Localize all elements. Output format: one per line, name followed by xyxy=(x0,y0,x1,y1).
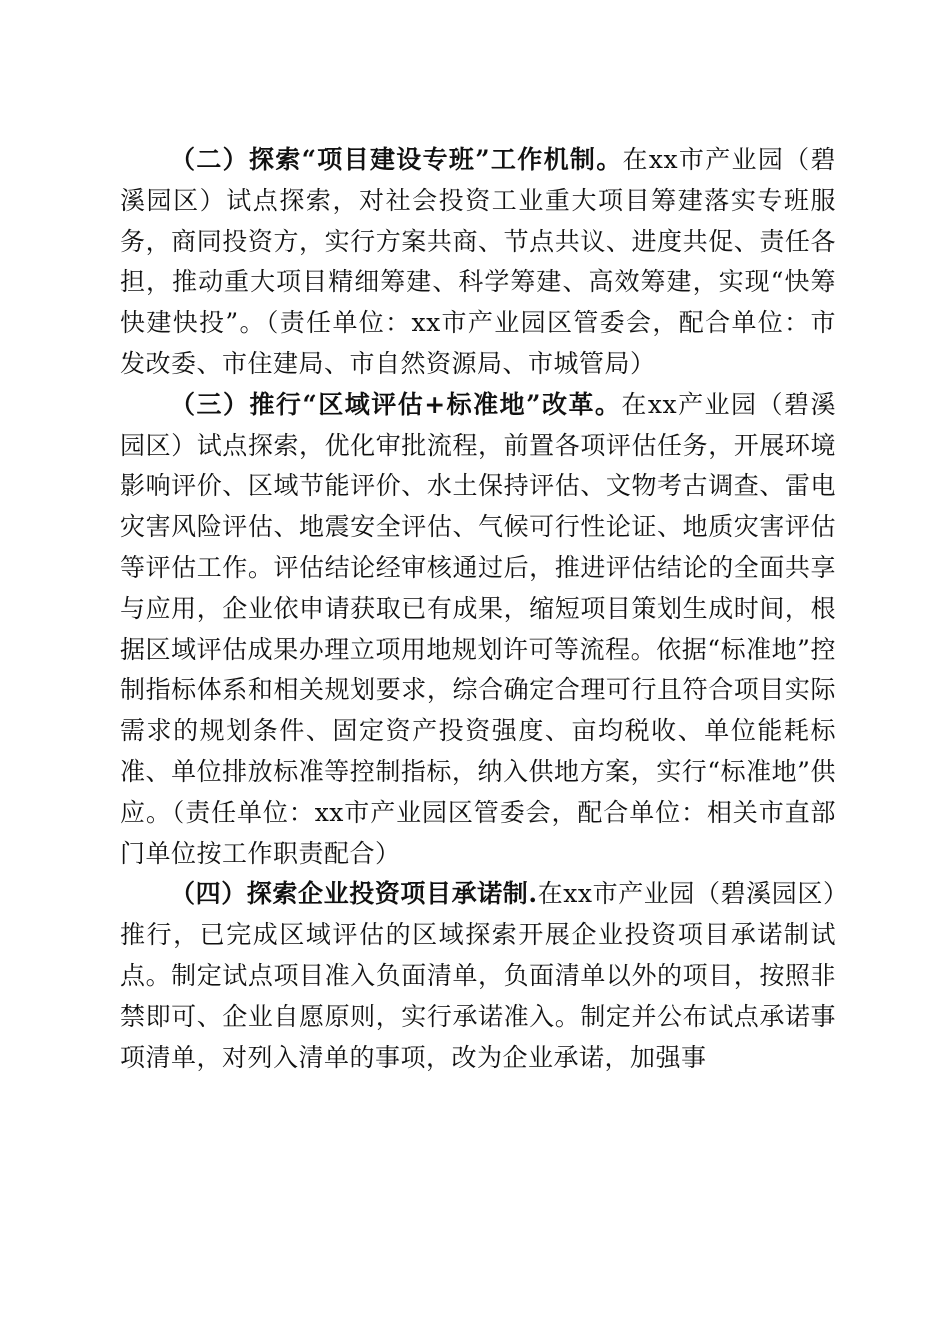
paragraph-heading: （二）探索“项目建设专班”工作机制。 xyxy=(170,145,623,174)
paragraph-4 xyxy=(120,874,836,1078)
paragraph-text: 在xx市产业园（碧溪园区）试点探索，对社会投资工业重大项目筹建落实专班服务，商同投资方，实行方案共商、节点共议、进度共促、责任各担，推动重大项目精细筹建、科学筹建、高效筹建，实现“快筹快建快投”。（责任单位：xx市产业园区管委会，配合单位：市发改委、市住建局、市自然资源局、市城管局） xyxy=(120,145,836,378)
paragraph-3 xyxy=(120,385,836,875)
paragraph-2 xyxy=(120,140,836,385)
document-body xyxy=(120,140,836,1078)
paragraph-heading: （三）推行“区域评估+标准地”改革。 xyxy=(170,389,622,419)
paragraph-text: 在xx产业园（碧溪园区）试点探索，优化审批流程，前置各项评估任务，开展环境影响评价、区域节能评价、水土保持评估、文物考古调查、雷电灾害风险评估、地震安全评估、气候可行性论证、地质灾害评估等评估工作。评估结论经审核通过后，推进评估结论的全面共享与应用，企业依申请获取已有成果，缩短项目策划生成时间，根据区域评估成果办理立项用地规划许可等流程。依据“标准地”控制指标体系和相关规划要求，综合确定合理可行且符合项目实际需求的规划条件、固定资产投资强度、亩均税收、单位能耗标准、单位排放标准等控制指标，纳入供地方案，实行“标准地”供应。（责任单位：xx市产业园区管委会，配合单位：相关市直部门单位按工作职责配合） xyxy=(120,389,836,868)
paragraph-heading: （四）探索企业投资项目承诺制. xyxy=(170,879,538,909)
paragraph-text: 在xx市产业园（碧溪园区）推行，已完成区域评估的区域探索开展企业投资项目承诺制试点。制定试点项目准入负面清单，负面清单以外的项目，按照非禁即可、企业自愿原则，实行承诺准入。制定并公布试点承诺事项清单，对列入清单的事项，改为企业承诺，加强事 xyxy=(120,879,836,1072)
